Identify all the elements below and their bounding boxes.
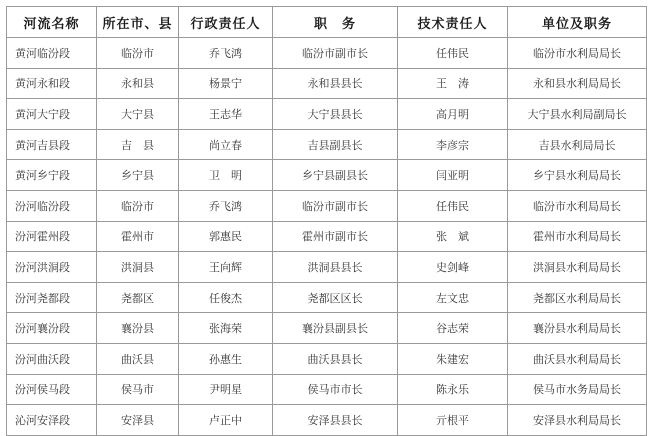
cell-admin-responsible: 尹明星 [179,374,273,405]
cell-unit-position: 霍州市水利局局长 [508,221,647,252]
header-unit-position: 单位及职务 [508,7,647,38]
cell-city-county: 大宁县 [97,99,179,130]
cell-tech-responsible: 高月明 [398,99,508,130]
cell-river-name: 黄河永和段 [7,68,97,99]
cell-unit-position: 永和县水利局局长 [508,68,647,99]
table-row [7,343,647,374]
cell-river-name: 汾河尧都段 [7,282,97,313]
cell-tech-responsible: 谷志荣 [398,313,508,344]
table-row [7,405,647,436]
cell-admin-responsible: 张海荣 [179,313,273,344]
cell-position: 侯马市市长 [273,374,398,405]
cell-tech-responsible: 任伟民 [398,38,508,69]
cell-position: 尧都区区长 [273,282,398,313]
cell-city-county: 安泽县 [97,405,179,436]
table-header [7,7,647,38]
cell-river-name: 汾河侯马段 [7,374,97,405]
cell-tech-responsible: 李彦宗 [398,129,508,160]
cell-tech-responsible: 左文忠 [398,282,508,313]
cell-river-name: 黄河吉县段 [7,129,97,160]
table-row [7,282,647,313]
cell-city-county: 曲沃县 [97,343,179,374]
cell-unit-position: 襄汾县水利局局长 [508,313,647,344]
cell-city-county: 乡宁县 [97,160,179,191]
cell-unit-position: 曲沃县水利局局长 [508,343,647,374]
cell-river-name: 黄河大宁段 [7,99,97,130]
cell-unit-position: 侯马市水务局局长 [508,374,647,405]
cell-unit-position: 乡宁县水利局局长 [508,160,647,191]
cell-city-county: 洪洞县 [97,252,179,283]
table-row [7,68,647,99]
cell-unit-position: 大宁县水利局副局长 [508,99,647,130]
table-row [7,221,647,252]
cell-city-county: 临汾市 [97,190,179,221]
cell-city-county: 侯马市 [97,374,179,405]
cell-unit-position: 洪洞县水利局局长 [508,252,647,283]
cell-unit-position: 临汾市水利局局长 [508,38,647,69]
table-row [7,99,647,130]
table-row [7,313,647,344]
cell-river-name: 黄河临汾段 [7,38,97,69]
cell-river-name: 沁河安泽段 [7,405,97,436]
table-body [7,38,647,436]
cell-admin-responsible: 乔飞鸿 [179,38,273,69]
header-river-name: 河流名称 [7,7,97,38]
cell-position: 曲沃县县长 [273,343,398,374]
cell-position: 霍州市副市长 [273,221,398,252]
table-row [7,38,647,69]
cell-city-county: 襄汾县 [97,313,179,344]
cell-tech-responsible: 王 涛 [398,68,508,99]
cell-tech-responsible: 陈永乐 [398,374,508,405]
cell-position: 乡宁县副县长 [273,160,398,191]
cell-city-county: 永和县 [97,68,179,99]
header-position: 职 务 [273,7,398,38]
table-row [7,129,647,160]
cell-city-county: 吉 县 [97,129,179,160]
table-row [7,374,647,405]
cell-admin-responsible: 乔飞鸿 [179,190,273,221]
table-row [7,160,647,191]
cell-admin-responsible: 孙惠生 [179,343,273,374]
cell-admin-responsible: 尚立春 [179,129,273,160]
cell-unit-position: 临汾市水利局局长 [508,190,647,221]
cell-position: 襄汾县副县长 [273,313,398,344]
cell-position: 临汾市副市长 [273,38,398,69]
cell-admin-responsible: 卫 明 [179,160,273,191]
cell-admin-responsible: 王志华 [179,99,273,130]
cell-unit-position: 安泽县水利局局长 [508,405,647,436]
cell-tech-responsible: 任伟民 [398,190,508,221]
header-tech-responsible: 技术责任人 [398,7,508,38]
cell-position: 永和县县长 [273,68,398,99]
cell-river-name: 汾河洪洞段 [7,252,97,283]
header-admin-responsible: 行政责任人 [179,7,273,38]
cell-tech-responsible: 史剑峰 [398,252,508,283]
cell-tech-responsible: 亓根平 [398,405,508,436]
cell-admin-responsible: 卢正中 [179,405,273,436]
cell-position: 大宁县县长 [273,99,398,130]
cell-river-name: 汾河霍州段 [7,221,97,252]
cell-river-name: 汾河襄汾段 [7,313,97,344]
cell-admin-responsible: 任俊杰 [179,282,273,313]
cell-unit-position: 尧都区水利局局长 [508,282,647,313]
cell-admin-responsible: 王向辉 [179,252,273,283]
cell-tech-responsible: 闫亚明 [398,160,508,191]
cell-river-name: 汾河曲沃段 [7,343,97,374]
cell-position: 吉县副县长 [273,129,398,160]
cell-position: 安泽县县长 [273,405,398,436]
cell-tech-responsible: 张 斌 [398,221,508,252]
cell-city-county: 尧都区 [97,282,179,313]
header-city-county: 所在市、县 [97,7,179,38]
cell-city-county: 霍州市 [97,221,179,252]
cell-admin-responsible: 郭惠民 [179,221,273,252]
header-row [7,7,647,38]
cell-position: 洪洞县县长 [273,252,398,283]
table-row [7,252,647,283]
river-responsibility-table [6,6,647,436]
cell-position: 临汾市副市长 [273,190,398,221]
cell-city-county: 临汾市 [97,38,179,69]
cell-river-name: 汾河临汾段 [7,190,97,221]
cell-river-name: 黄河乡宁段 [7,160,97,191]
cell-unit-position: 吉县水利局局长 [508,129,647,160]
cell-tech-responsible: 朱建宏 [398,343,508,374]
table-row [7,190,647,221]
cell-admin-responsible: 杨景宁 [179,68,273,99]
